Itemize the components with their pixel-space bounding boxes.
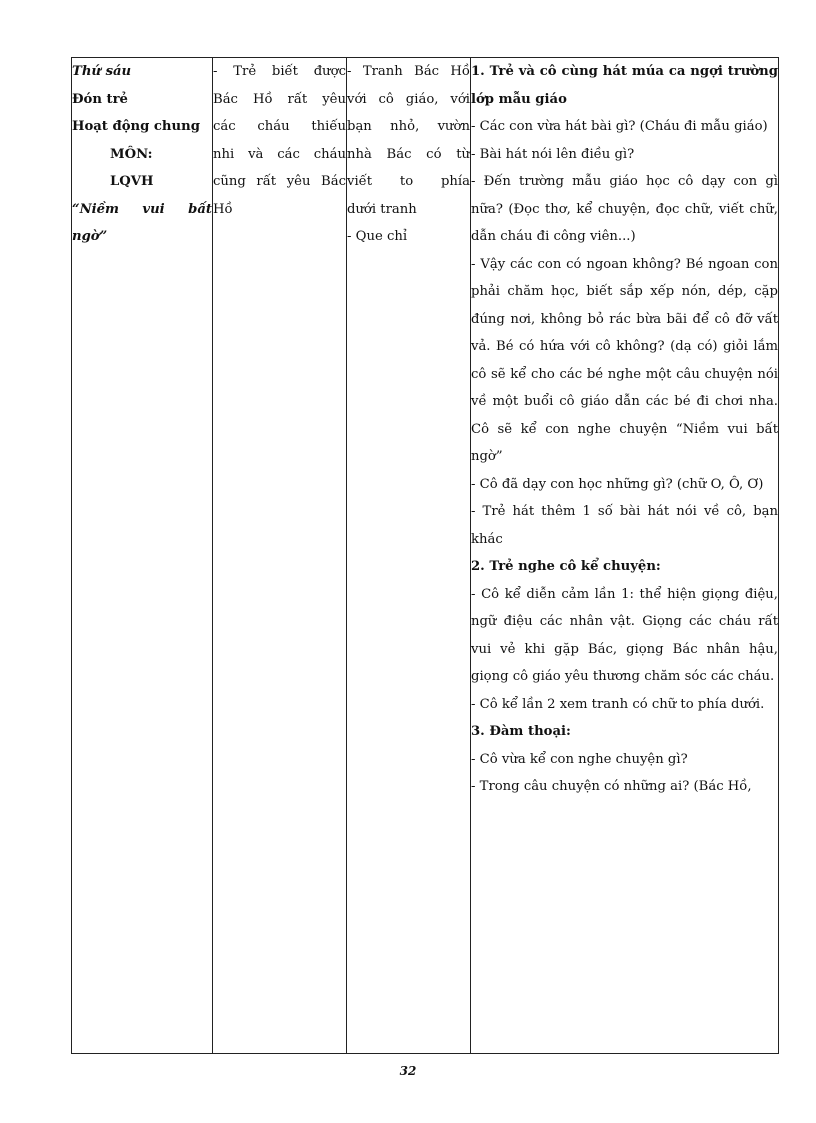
procedure-item: - Cô kể lần 2 xem tranh có chữ to phía dưới. [471, 696, 765, 712]
material-line: với cô giáo, với [347, 91, 470, 107]
material-line: dưới tranh [347, 201, 417, 217]
lesson-title-continued: ngờ” [72, 229, 108, 244]
lesson-title: “Niềm vui bất [72, 201, 212, 217]
material-line: viết to phía [347, 174, 470, 189]
objective-line: nhi và các cháu [213, 146, 346, 162]
day-label: Thứ sáu [72, 64, 132, 79]
objective-line: Hồ [213, 201, 233, 217]
subject-name: LQVH [110, 174, 154, 189]
material-line: - Que chỉ [347, 229, 408, 244]
reception-label: Đón trẻ [72, 91, 128, 107]
objective-line: các cháu thiếu [213, 119, 346, 134]
material-line: bạn nhỏ, vườn [347, 119, 470, 134]
lesson-plan-table [71, 57, 779, 1054]
procedure-item: - Trong câu chuyện có những ai? (Bác Hồ, [471, 779, 752, 794]
material-line: nhà Bác có từ [347, 146, 470, 162]
objective-line: cũng rất yêu Bác [213, 174, 346, 189]
objective-line: - Trẻ biết được [213, 64, 346, 79]
subject-label: MÔN: [110, 146, 153, 162]
section-heading: 2. Trẻ nghe cô kể chuyện: [471, 559, 661, 574]
procedure-item: - Trẻ hát thêm 1 số bài hát nói về cô, bạn khác [471, 504, 778, 547]
objective-line: Bác Hồ rất yêu [213, 91, 346, 107]
procedure-item: - Cô đã dạy con học những gì? (chữ O, Ô, Ơ) [471, 476, 764, 492]
procedure-item: - Vậy các con có ngoan không? Bé ngoan con phải chăm học, biết sắp xếp nón, dép, cặp đúng nơi, không bỏ rác bừa bãi để cô đỡ vất vả. Bé có hứa với cô không? (dạ có) giỏi lắm cô sẽ kể cho các bé nghe một câu chuyện nói về một buổi cô giáo dẫn các bé đi chơi nha. Cô sẽ kể con nghe chuyện “Niềm vui bất ngờ” [471, 256, 778, 464]
procedure-item: - Cô vừa kể con nghe chuyện gì? [471, 751, 688, 767]
objectives-cell [213, 58, 347, 1054]
materials-cell [347, 58, 471, 1054]
activity-cell [72, 58, 213, 1054]
procedure-item: - Bài hát nói lên điều gì? [471, 146, 635, 162]
procedure-item: - Các con vừa hát bài gì? (Cháu đi mẫu giáo) [471, 119, 768, 134]
page-number: 32 [399, 1064, 417, 1078]
procedure-item: - Đến trường mẫu giáo học cô dạy con gì nữa? (Đọc thơ, kể chuyện, đọc chữ, viết chữ, dẫn cháu đi công viên...) [471, 174, 778, 244]
procedure-item: - Cô kể diễn cảm lần 1: thể hiện giọng điệu, ngữ điệu các nhân vật. Giọng các cháu rất vui vẻ khi gặp Bác, giọng Bác nhân hậu, giọng cô giáo yêu thương chăm sóc các cháu. [471, 586, 778, 684]
section-heading: 1. Trẻ và cô cùng hát múa ca ngợi trường lớp mẫu giáo [471, 64, 778, 107]
section-heading: 3. Đàm thoại: [471, 724, 571, 739]
table-row [72, 58, 779, 1054]
general-activity-label: Hoạt động chung [72, 119, 200, 134]
material-line: - Tranh Bác Hồ [347, 64, 470, 79]
procedure-cell [471, 58, 779, 1054]
